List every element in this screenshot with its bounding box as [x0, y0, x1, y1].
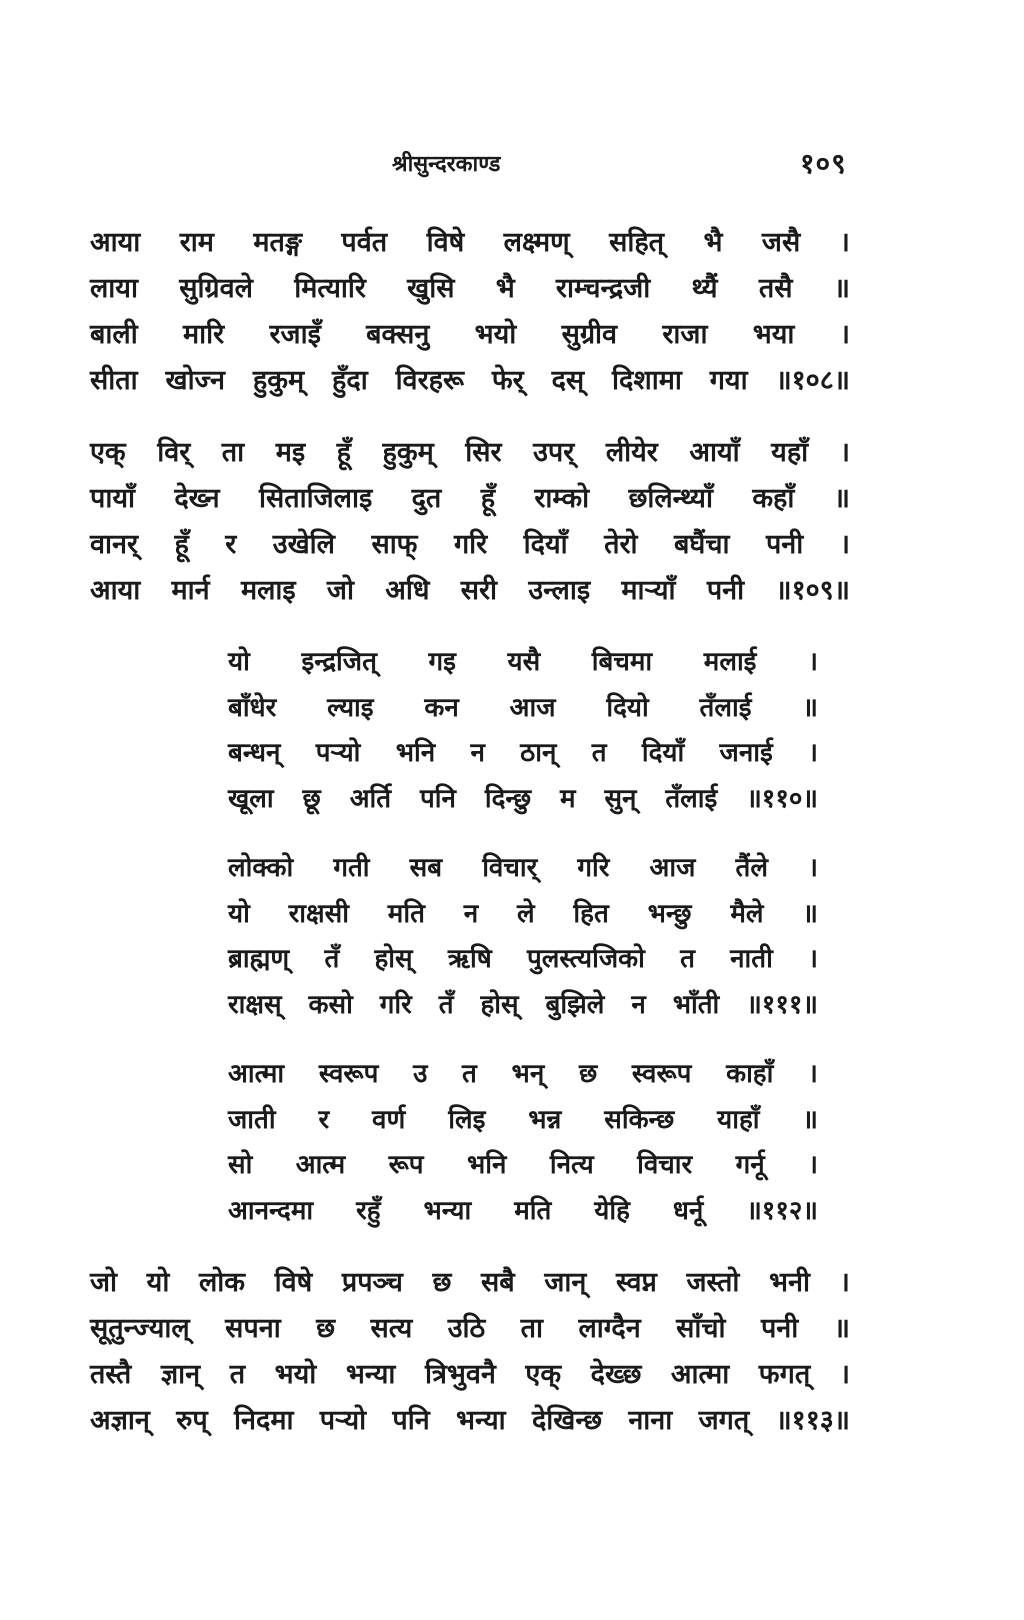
verse-word: भाँती: [672, 989, 720, 1020]
verse-word: पनी: [706, 575, 745, 606]
verse-word: सिर: [465, 437, 502, 468]
verse-word: ॥११३॥: [775, 1405, 850, 1436]
verse-word: आत्मा: [228, 1059, 285, 1089]
verse-word: गरि: [453, 529, 488, 560]
verse-word: तँलाई: [665, 783, 718, 814]
verse-word: विर्: [157, 437, 191, 468]
verse-word: तेरो: [604, 529, 638, 560]
verse-word: सरी: [460, 575, 498, 606]
verse-word: रहुँ: [356, 1195, 381, 1226]
verse-word: हुकुम्: [252, 365, 305, 396]
verse-word: एक्: [525, 1359, 562, 1390]
verse-word: उन्लाइ: [528, 575, 591, 606]
verse-word: बन्धन्: [228, 738, 281, 768]
verse-112: [228, 1054, 818, 1236]
verse-word: आत्म: [295, 1150, 346, 1180]
verse-word: एक्: [90, 437, 126, 468]
verse-line: [90, 360, 850, 406]
verse-word: सुग्रिवले: [179, 273, 253, 304]
verse-line: [90, 432, 850, 478]
verse-word: न: [463, 898, 479, 929]
verse-line: [90, 1308, 850, 1354]
verse-word: राजा: [662, 319, 708, 350]
verse-word: जान्: [544, 1267, 587, 1298]
verse-word: त: [229, 1359, 246, 1390]
verse-word: ऋषि: [447, 944, 492, 974]
page-number: १०९: [800, 147, 847, 180]
verse-word: हुकुम्: [382, 437, 434, 468]
verse-word: हूँ: [336, 437, 351, 468]
verse-word: विचार: [637, 1150, 693, 1180]
verse-word: कसो: [308, 989, 353, 1020]
verse-word: मतङ्ग: [253, 227, 302, 258]
verse-line: [228, 894, 818, 940]
verse-word: पर्वत: [341, 227, 388, 258]
verse-word: छू: [302, 783, 321, 814]
verse-word: ।: [839, 1359, 850, 1390]
verse-word: राम: [179, 227, 214, 258]
verse-word: मार्‍याँ: [621, 575, 676, 606]
verse-word: त: [462, 1059, 477, 1089]
verse-line: [90, 222, 850, 268]
verse-word: अर्ति: [349, 783, 392, 814]
verse-word: बुझिले: [545, 989, 605, 1020]
verse-word: इन्द्रजित्: [301, 647, 377, 677]
verse-word: दियो: [606, 692, 649, 723]
verse-word: ।: [808, 738, 818, 768]
verse-word: लोक: [198, 1267, 245, 1298]
verse-word: दिन्छु: [484, 783, 532, 814]
verse-word: ता: [221, 437, 245, 468]
verse-word: खुसि: [407, 273, 455, 304]
verse-word: हित: [573, 898, 609, 929]
verse-word: न: [631, 989, 646, 1020]
verse-word: दुत: [411, 483, 442, 514]
verse-word: पर्‍यो: [319, 1405, 367, 1436]
verse-word: त: [591, 738, 607, 768]
verse-line: [90, 1354, 850, 1400]
verse-word: ।: [808, 647, 818, 677]
verse-word: जो: [326, 575, 354, 606]
verse-word: मारि: [183, 319, 225, 350]
page-header: [0, 148, 1024, 188]
verse-word: ॥११२॥: [746, 1195, 818, 1226]
verse-word: ॥: [833, 483, 850, 514]
verse-word: भया: [752, 319, 795, 350]
verse-word: भन्या: [423, 1195, 472, 1226]
verse-line: [228, 733, 818, 779]
verse-word: होस्: [374, 944, 413, 974]
verse-word: राम्चन्द्रजी: [555, 273, 651, 304]
verse-word: यहाँ: [771, 437, 809, 468]
verse-word: मित्यारि: [294, 273, 366, 304]
verse-word: जाती: [228, 1104, 276, 1135]
verse-word: मति: [387, 898, 425, 929]
verse-word: लाग्दैन: [578, 1313, 641, 1344]
running-title: श्रीसुन्दरकाण्ड: [392, 152, 501, 177]
verse-word: ता: [520, 1313, 544, 1344]
verse-word: गर्नू: [735, 1150, 765, 1180]
verse-word: भन्न: [528, 1104, 562, 1135]
verse-word: तैंले: [735, 853, 768, 883]
verse-word: सबै: [481, 1267, 515, 1298]
verse-word: हुँदा: [332, 365, 368, 396]
verse-word: बाँधेर: [228, 692, 277, 723]
verse-word: भन्या: [345, 1359, 396, 1390]
verse-line: [90, 570, 850, 616]
verse-word: जगत्: [698, 1405, 750, 1436]
verse-word: आया: [90, 227, 141, 258]
verse-word: भै: [495, 273, 515, 304]
verse-word: दियाँ: [641, 738, 685, 768]
verse-word: काहाँ: [726, 1059, 774, 1089]
verse-word: कहाँ: [752, 483, 795, 514]
verse-word: आया: [90, 575, 141, 606]
verse-113: [90, 1262, 850, 1446]
verse-word: ठान्: [520, 738, 557, 768]
verse-word: तँ: [324, 944, 340, 974]
verse-word: त: [680, 944, 695, 974]
verse-line: [90, 314, 850, 360]
verse-word: गती: [333, 853, 370, 883]
verse-word: गरि: [577, 853, 610, 883]
verse-word: यसै: [507, 647, 541, 677]
verse-word: नाती: [730, 944, 773, 974]
verse-word: धर्नू: [672, 1195, 704, 1226]
verse-word: भयो: [474, 319, 517, 350]
verse-word: स्वरूप: [318, 1059, 379, 1089]
verse-word: पनी: [765, 529, 804, 560]
verse-word: ल्याइ: [327, 692, 374, 723]
verse-word: छ: [316, 1313, 336, 1344]
verse-word: गया: [709, 365, 748, 396]
verse-word: राक्षसी: [288, 898, 349, 929]
verse-line: [228, 1054, 818, 1100]
verse-word: ॥१११॥: [746, 989, 818, 1020]
verse-word: मइ: [275, 437, 306, 468]
verse-word: विचार्: [482, 853, 538, 883]
verse-word: वानर्: [90, 529, 139, 560]
verse-word: छ: [578, 1059, 598, 1089]
verse-word: पनी: [760, 1313, 799, 1344]
verse-word: बक्सनु: [366, 319, 430, 350]
verse-word: दस्: [551, 365, 585, 396]
verse-word: खोज्न: [165, 365, 226, 396]
verse-word: प्रपञ्च: [341, 1267, 403, 1298]
verse-word: मलाइ: [240, 575, 296, 606]
verse-word: यो: [146, 1267, 170, 1298]
verse-word: राक्षस्: [228, 989, 282, 1020]
verse-word: रजाइँ: [269, 319, 321, 350]
verse-word: जस्तो: [686, 1267, 740, 1298]
verse-word: भयो: [274, 1359, 317, 1390]
verse-word: याहाँ: [717, 1104, 760, 1135]
verse-word: वर्ण: [372, 1104, 406, 1135]
verse-word: ॥: [802, 1104, 818, 1135]
verse-word: नाना: [628, 1405, 673, 1436]
verse-word: मार्न: [171, 575, 210, 606]
verse-word: निदमा: [234, 1405, 294, 1436]
verse-word: उपर्: [533, 437, 575, 468]
verse-word: ।: [839, 227, 850, 258]
verse-110: [228, 642, 818, 824]
verse-word: विषे: [274, 1267, 313, 1298]
verse-word: पर्‍यो: [315, 738, 361, 768]
verse-line: [228, 939, 818, 985]
verse-word: मैले: [730, 898, 764, 929]
verse-line: [228, 1100, 818, 1146]
verse-word: येहि: [594, 1195, 630, 1226]
verse-word: सीता: [90, 365, 138, 396]
verse-word: उखेलि: [272, 529, 335, 560]
verse-word: ।: [839, 1267, 850, 1298]
verse-word: जसै: [761, 227, 801, 258]
verse-word: ।: [839, 319, 850, 350]
verse-word: छ: [432, 1267, 452, 1298]
verse-word: साँचो: [676, 1313, 726, 1344]
verse-word: पायाँ: [90, 483, 135, 514]
verse-line: [228, 779, 818, 825]
verse-word: ले: [516, 898, 535, 929]
verse-word: पुलस्त्यजिको: [527, 944, 645, 974]
verse-word: तँलाई: [699, 692, 752, 723]
verse-word: लीयेर: [605, 437, 658, 468]
verse-word: ॥: [802, 898, 818, 929]
verse-word: स्वरूप: [631, 1059, 692, 1089]
verse-word: भन्छु: [647, 898, 692, 929]
verse-word: भन्: [511, 1059, 545, 1089]
verse-word: आयाँ: [689, 437, 740, 468]
verse-word: ॥: [833, 1313, 850, 1344]
verse-word: सो: [228, 1150, 253, 1180]
verse-line: [90, 1400, 850, 1446]
verse-word: ज्ञान्: [160, 1359, 201, 1390]
verse-word: ।: [808, 1150, 818, 1180]
verse-line: [228, 848, 818, 894]
verse-word: थ्यैं: [691, 273, 718, 304]
verse-word: फगत्: [758, 1359, 811, 1390]
verse-word: आज: [649, 853, 696, 883]
verse-word: बाली: [90, 319, 138, 350]
verse-word: लक्ष्मण्: [503, 227, 570, 258]
verse-word: नित्य: [549, 1150, 594, 1180]
verse-word: सहित्: [609, 227, 665, 258]
verse-word: ।: [808, 1059, 818, 1089]
verse-line: [228, 1145, 818, 1191]
verse-word: र: [318, 1104, 330, 1135]
verse-word: पनि: [392, 1405, 430, 1436]
verse-word: हूँ: [174, 529, 189, 560]
verse-word: साफ्: [371, 529, 418, 560]
verse-word: तँ: [438, 989, 454, 1020]
verse-word: ।: [808, 944, 818, 974]
verse-word: ॥११०॥: [746, 783, 818, 814]
verse-109: [90, 432, 850, 616]
verse-line: [228, 688, 818, 734]
verse-word: उठि: [447, 1313, 486, 1344]
verse-word: सुन्: [604, 783, 637, 814]
verse-word: न: [470, 738, 485, 768]
verse-line: [90, 478, 850, 524]
verse-word: सत्य: [370, 1313, 413, 1344]
verse-word: दिशामा: [612, 365, 682, 396]
verse-word: ब्राह्मण्: [228, 944, 290, 974]
verse-word: मलाई: [703, 647, 757, 677]
verse-word: छलिन्थ्याँ: [628, 483, 713, 514]
verse-word: हूँ: [480, 483, 496, 514]
verse-word: लोक्को: [228, 853, 294, 883]
verse-word: विषे: [426, 227, 465, 258]
verse-word: र: [225, 529, 237, 560]
verse-word: तसै: [758, 273, 793, 304]
verse-word: देख्छ: [590, 1359, 642, 1390]
verse-line: [90, 1262, 850, 1308]
verse-word: खूला: [228, 783, 274, 814]
verse-word: गरि: [379, 989, 412, 1020]
verse-word: फेर्: [491, 365, 524, 396]
verse-line: [90, 268, 850, 314]
verse-word: ।: [839, 437, 850, 468]
verse-word: सिताजिलाइ: [259, 483, 373, 514]
verse-word: भनि: [395, 738, 436, 768]
verse-word: भनि: [467, 1150, 507, 1180]
verse-word: मति: [514, 1195, 552, 1226]
verse-word: बिचमा: [591, 647, 653, 677]
verse-word: आत्मा: [670, 1359, 730, 1390]
verse-word: भै: [703, 227, 723, 258]
verse-word: यो: [228, 647, 250, 677]
verse-word: देखिन्छ: [531, 1405, 603, 1436]
verse-line: [228, 985, 818, 1031]
verse-word: अज्ञान्: [90, 1405, 150, 1436]
verse-word: गइ: [428, 647, 456, 677]
verse-word: रुप्: [176, 1405, 208, 1436]
verse-word: पनि: [420, 783, 456, 814]
verse-word: ॥: [833, 273, 850, 304]
verse-word: भनी: [769, 1267, 811, 1298]
verse-word: बघैंचा: [673, 529, 730, 560]
verse-word: भन्या: [456, 1405, 506, 1436]
verse-word: सुग्रीव: [561, 319, 618, 350]
verse-word: म: [559, 783, 576, 814]
verse-word: ।: [808, 853, 818, 883]
verse-word: उ: [413, 1059, 428, 1089]
verse-word: कन: [424, 692, 459, 723]
verse-word: सपना: [225, 1313, 281, 1344]
verse-word: सूतुन्ज्याल्: [90, 1313, 190, 1344]
verse-word: देख्न: [174, 483, 220, 514]
verse-word: राम्को: [534, 483, 590, 514]
verse-word: सब: [409, 853, 443, 883]
verse-word: ॥१०८॥: [775, 365, 850, 396]
verse-word: अधि: [385, 575, 430, 606]
verse-word: जनाई: [719, 738, 773, 768]
verse-word: ॥: [802, 692, 818, 723]
verse-111: [228, 848, 818, 1030]
verse-word: रूप: [388, 1150, 424, 1180]
verse-word: त्रिभुवनै: [424, 1359, 496, 1390]
verse-word: लाया: [90, 273, 138, 304]
verse-word: सकिन्छ: [604, 1104, 675, 1135]
verse-word: लिइ: [448, 1104, 486, 1135]
verse-word: विरहरू: [395, 365, 464, 396]
verse-line: [228, 642, 818, 688]
verse-108: [90, 222, 850, 406]
verse-word: तस्तै: [90, 1359, 132, 1390]
verse-word: यो: [228, 898, 250, 929]
verse-word: ।: [839, 529, 850, 560]
verse-word: आनन्दमा: [228, 1195, 314, 1226]
verse-line: [90, 524, 850, 570]
verse-word: दियाँ: [523, 529, 568, 560]
verse-word: ॥१०९॥: [775, 575, 850, 606]
verse-word: होस्: [480, 989, 519, 1020]
verse-word: आज: [509, 692, 556, 723]
verse-word: स्वप्न: [615, 1267, 657, 1298]
verse-word: जो: [90, 1267, 118, 1298]
verse-line: [228, 1191, 818, 1237]
